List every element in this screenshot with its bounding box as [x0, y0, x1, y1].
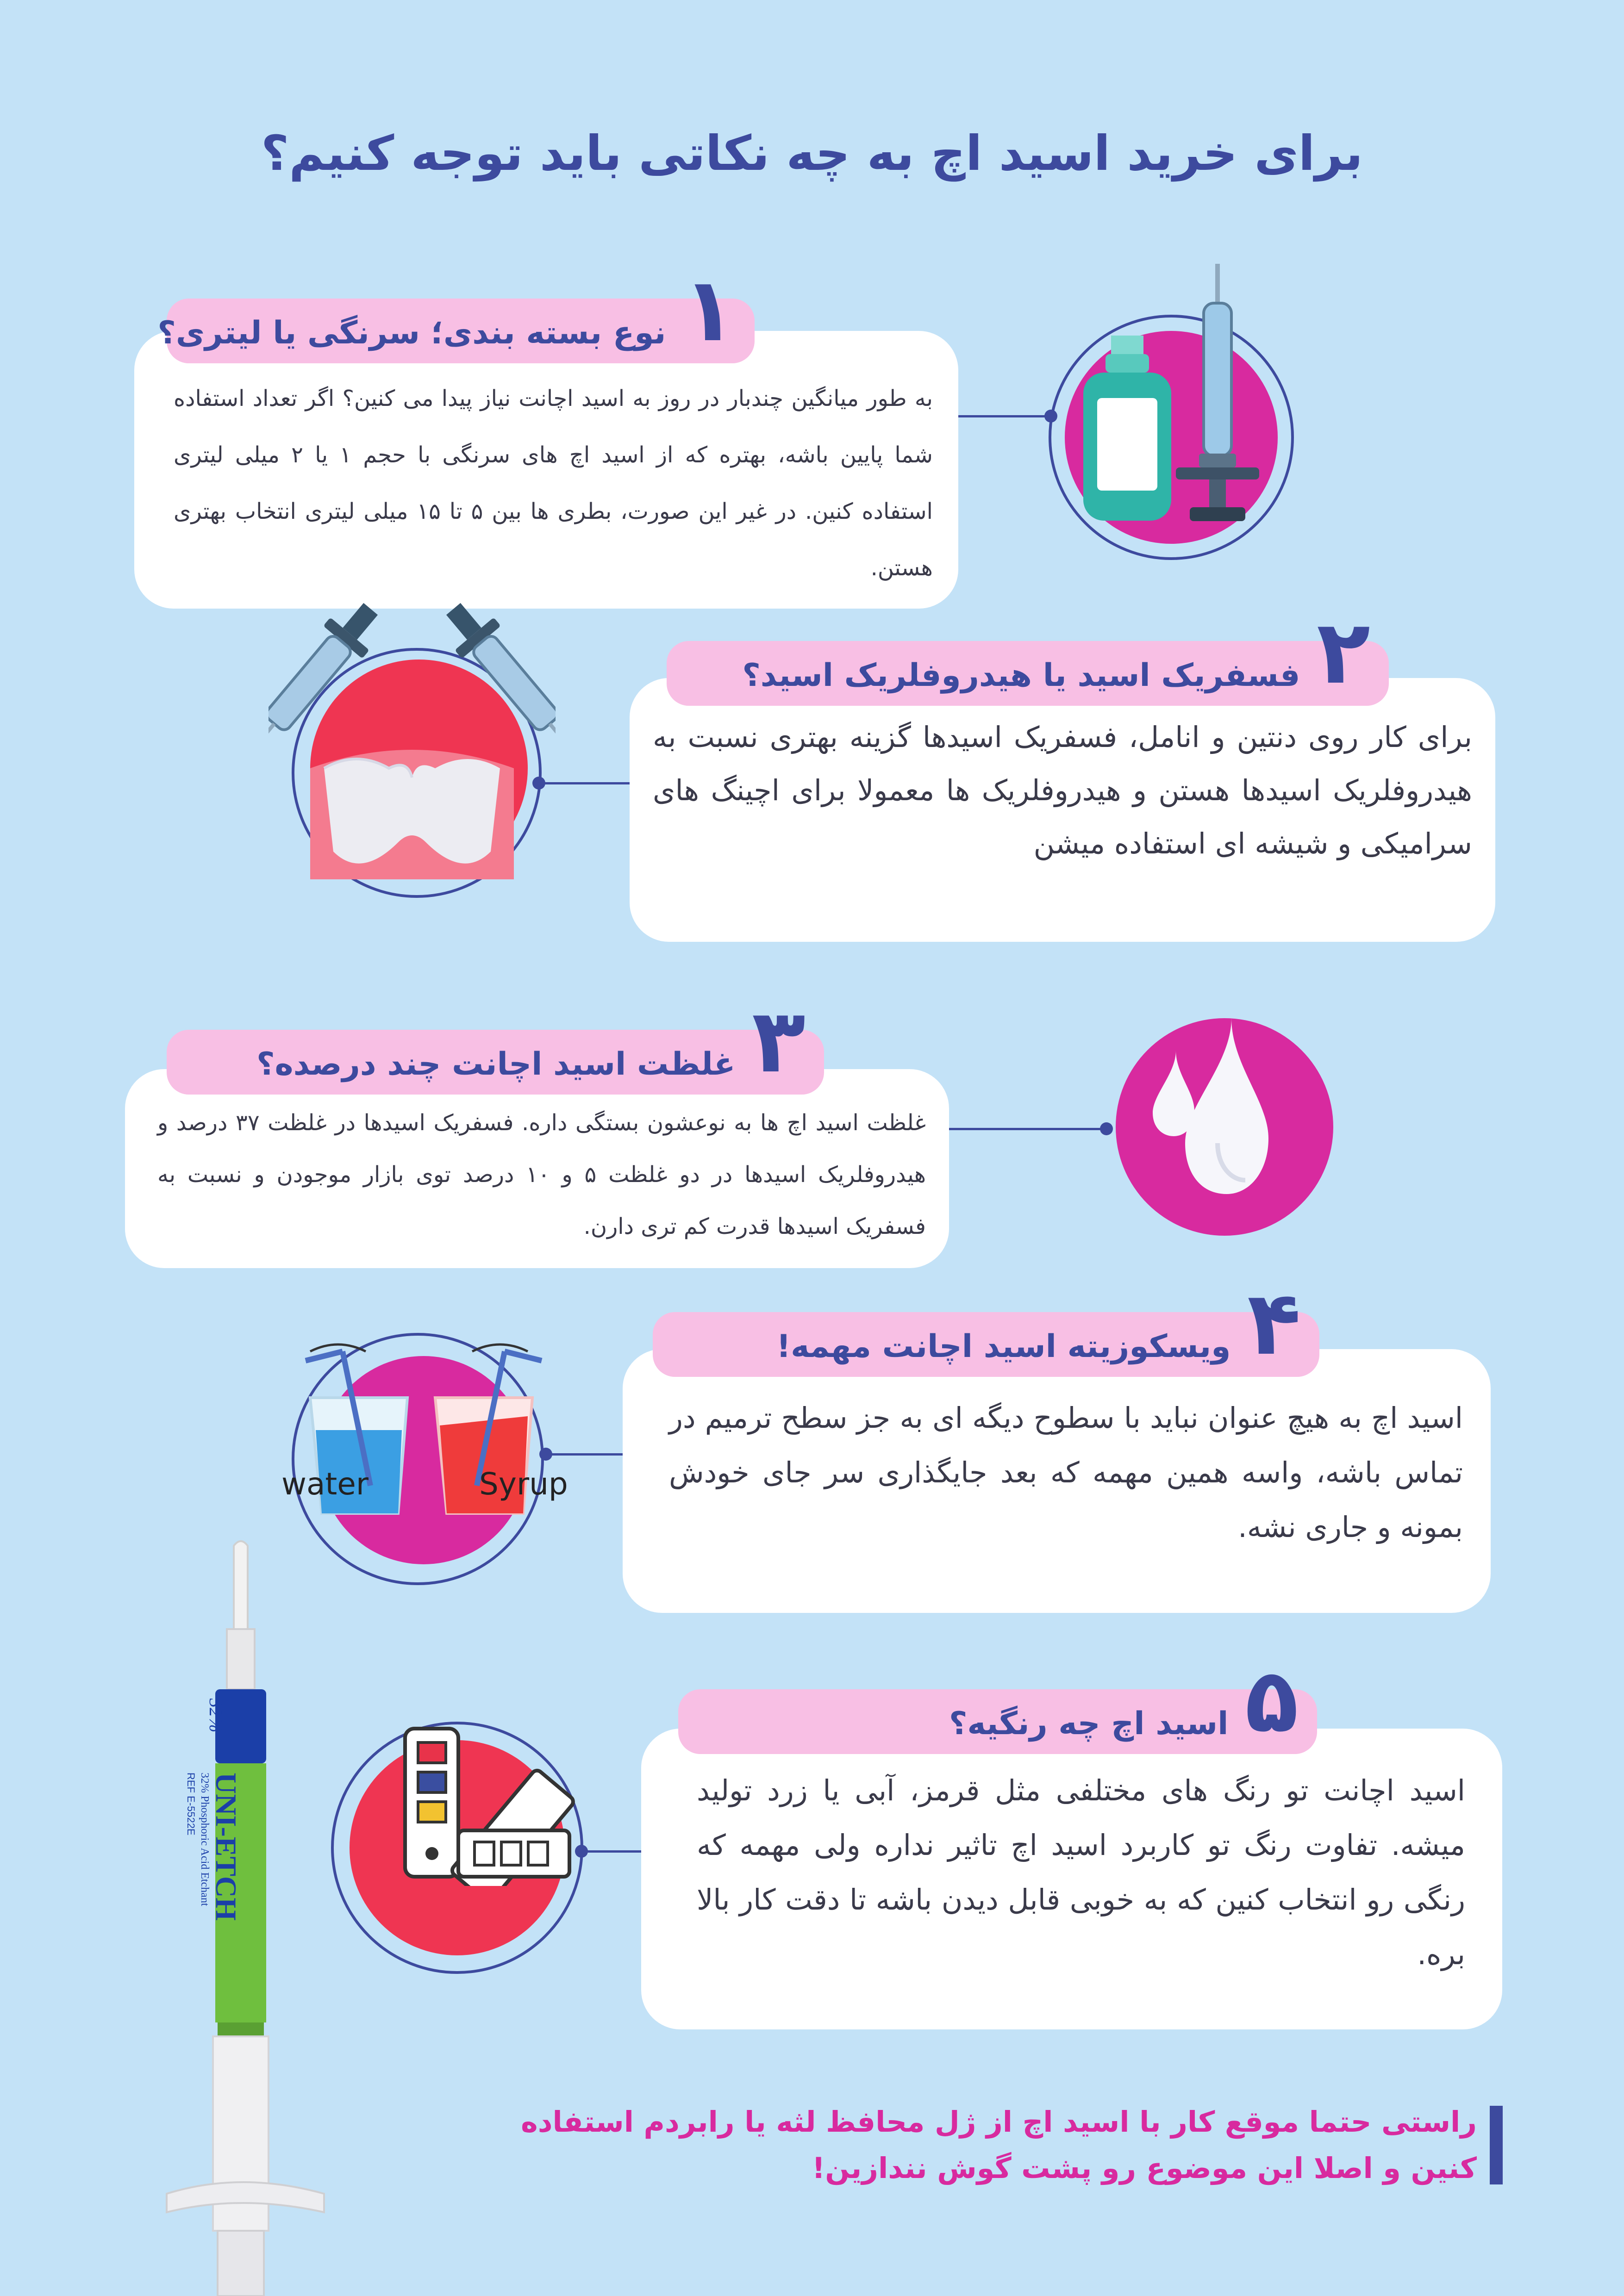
connector-line [581, 1850, 641, 1853]
syrup-label: Syrup [479, 1466, 568, 1502]
page-title: برای خرید اسید اچ به چه نکاتی باید توجه کنیم؟ [261, 125, 1363, 181]
syringe-bottle-icon [1065, 259, 1278, 544]
section-2-body: برای کار روی دنتین و انامل، فسفریک اسیدها گزینه بهتری نسبت به هیدروفلریک اسیدها هستن و هیدروفلریک ها معمولا برای اچینگ های سرامیکی و شیشه ای استفاده میشن [653, 720, 1472, 860]
water-label: water [281, 1466, 369, 1502]
section-4-number: ۴ [1247, 1272, 1301, 1375]
section-4-card [623, 1349, 1491, 1613]
section-4-heading: ۴ ویسکوزیته اسید اچانت مهمه! [653, 1312, 1319, 1377]
section-3-number: ۳ [752, 990, 806, 1092]
section-1-card [134, 331, 958, 609]
footer-accent-bar [1490, 2106, 1503, 2184]
syringe-ref-label: REF E-5522E [185, 1773, 197, 1836]
etchant-syringe-image [148, 1537, 343, 2296]
section-2-card [630, 678, 1495, 942]
section-3-card [125, 1069, 949, 1268]
section-5-heading: ۵ اسید اچ چه رنگیه؟ [678, 1689, 1317, 1754]
section-1-number: ۱ [682, 259, 736, 361]
connector-line [949, 1128, 1109, 1130]
section-5-body: اسید اچانت تو رنگ های مختلفی مثل قرمز، آبی یا زرد تولید میشه. تفاوت رنگ تو کاربرد اسید اچ تاثیر نداره ولی مهمه که رنگی رو انتخاب کنین که به خوبی قابل دیدن باشه تا دقت کار بالا بره. [697, 1773, 1465, 1971]
connector-line [544, 1453, 623, 1456]
section-3-heading: ۳ غلظت اسید اچانت چند درصده؟ [167, 1030, 824, 1095]
section-3-body: غلظت اسید اچ ها به نوعشون بستگی داره. فسفریک اسیدها در غلظت ۳۷ درصد و هیدروفلریک اسیدها در دو غلظت ۵ و ۱۰ درصد توی بازار موجودن و نسبت به فسفریک اسیدها قدرت کم تری دارن. [157, 1110, 926, 1239]
section-2-heading: ۲ فسفریک اسید یا هیدروفلریک اسید؟ [667, 641, 1389, 706]
section-1-heading: ۱ نوع بسته بندی؛ سرنگی یا لیتری؟ [167, 299, 755, 363]
teeth-syringes-icon [269, 602, 556, 879]
section-1-body: به طور میانگین چندبار در روز به اسید اچانت نیاز پیدا می کنین؟ اگر تعداد استفاده شما پایین باشه، بهتره که از اسید اچ های سرنگی با حجم ۱ یا ۲ میلی لیتری استفاده کنین. در غیر این صورت، بطری ها بین ۵ تا ۱۵ میلی لیتری انتخاب بهتری هستن. [174, 386, 933, 581]
section-4-body: اسید اچ به هیچ عنوان نباید با سطوح دیگه ای به جز سطح ترمیم در تماس باشه، واسه همین مهمه که بعد جایگذاری سر جای خودش بمونه و جاری نشه. [669, 1401, 1463, 1544]
color-palette-icon [396, 1724, 576, 1886]
syringe-brand-label: UNI-ETCH [210, 1773, 243, 1921]
footer-note: راستی حتما موقع کار با اسید اچ از ژل محافظ لثه یا رابردم استفاده کنین و اصلا این موضوع رو پشت گوش نندازین! [521, 2105, 1477, 2185]
drops-icon [1116, 1009, 1333, 1236]
connector-dot [1100, 1122, 1113, 1135]
syringe-percent-label: 32% [206, 1699, 226, 1733]
section-5-card [641, 1729, 1502, 2029]
syringe-sub-label: 32% Phosphoric Acid Etchant [199, 1773, 211, 1906]
section-2-number: ۲ [1317, 601, 1370, 703]
connector-line [958, 415, 1051, 417]
section-5-number: ۵ [1245, 1649, 1299, 1752]
